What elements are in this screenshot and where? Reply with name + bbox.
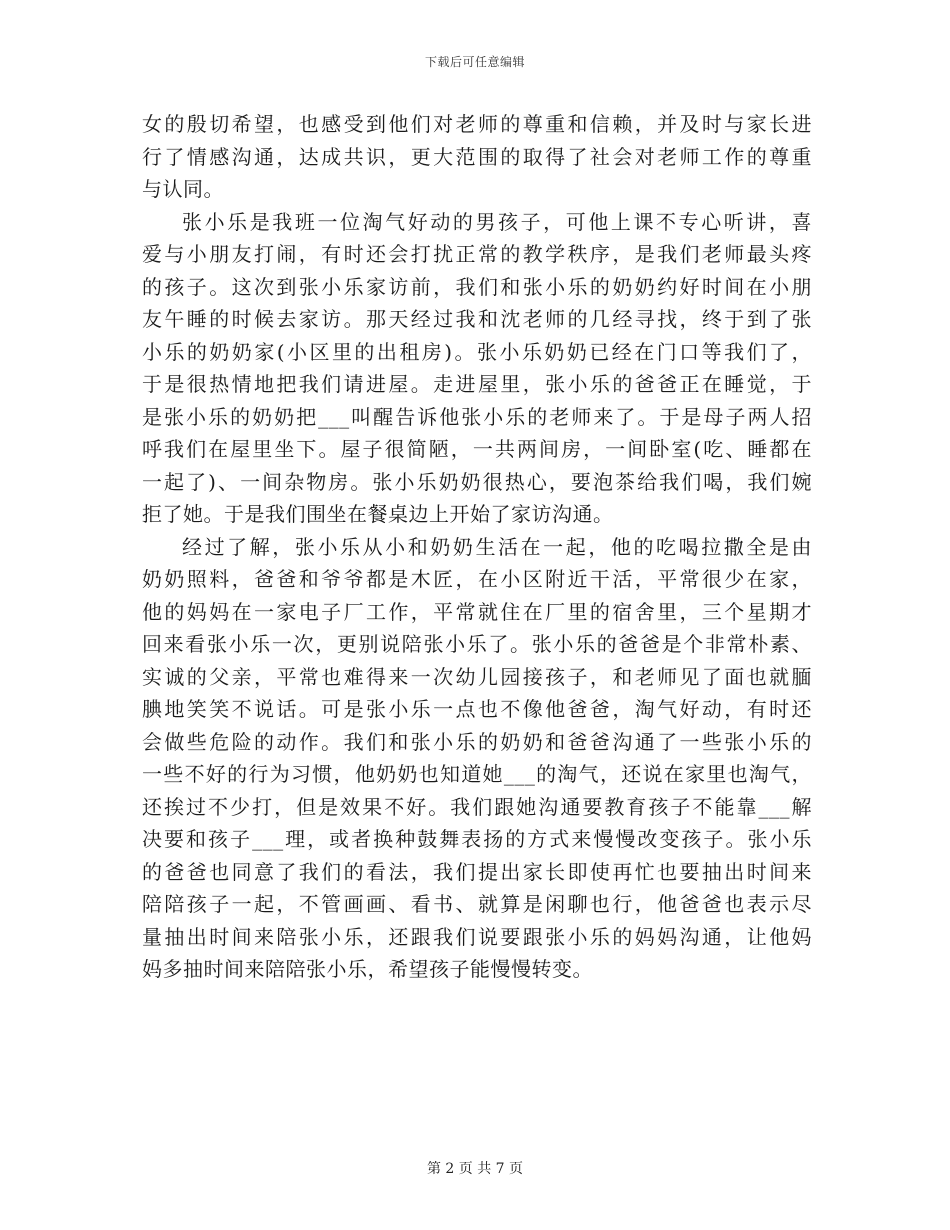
text-line: 于是很热情地把我们请进屋。走进屋里，张小乐的爸爸正在睡觉，于 (142, 372, 812, 396)
text-line: 决要和孩子___理，或者换种鼓舞表扬的方式来慢慢改变孩子。张小乐 (142, 827, 812, 851)
text-line: 妈多抽时间来陪陪张小乐，希望孩子能慢慢转变。 (142, 957, 593, 981)
text-line: 拒了她。于是我们围坐在餐桌边上开始了家访沟通。 (142, 502, 614, 526)
text-line: 实诚的父亲，平常也难得来一次幼儿园接孩子，和老师见了面也就腼 (142, 664, 812, 689)
text-line: 呼我们在屋里坐下。屋子很简陋，一共两间房，一间卧室(吃、睡都在 (142, 437, 812, 461)
text-line: 的爸爸也同意了我们的看法，我们提出家长即使再忙也要抽出时间来 (142, 859, 812, 884)
text-line: 回来看张小乐一次，更别说陪张小乐了。张小乐的爸爸是个非常朴素、 (142, 632, 812, 656)
document-body (142, 108, 812, 986)
text-line: 奶奶照料，爸爸和爷爷都是木匠，在小区附近干活，平常很少在家， (142, 567, 812, 591)
text-line: 的孩子。这次到张小乐家访前，我们和张小乐的奶奶约好时间在小朋 (142, 274, 812, 299)
text-line: 女的殷切希望，也感受到他们对老师的尊重和信赖，并及时与家长进 (142, 112, 812, 136)
text-line: 小乐的奶奶家(小区里的出租房)。张小乐奶奶已经在门口等我们了， (142, 339, 812, 364)
text-line: 量抽出时间来陪张小乐，还跟我们说要跟张小乐的妈妈沟通，让他妈 (142, 924, 812, 949)
text-line: 是张小乐的奶奶把___叫醒告诉他张小乐的老师来了。于是母子两人招 (142, 404, 812, 429)
text-line: 陪陪孩子一起，不管画画、看书、就算是闲聊也行，他爸爸也表示尽 (142, 892, 812, 916)
paragraph (142, 108, 812, 206)
paragraph (142, 206, 812, 531)
text-line: 他的妈妈在一家电子厂工作，平常就住在厂里的宿舍里，三个星期才 (142, 599, 812, 624)
text-line: 经过了解，张小乐从小和奶奶生活在一起，他的吃喝拉撒全是由 (182, 534, 812, 559)
text-line: 与认同。 (142, 177, 224, 201)
text-line: 一些不好的行为习惯，他奶奶也知道她___的淘气，还说在家里也淘气， (142, 762, 812, 786)
paragraph (142, 531, 812, 986)
page-footer-pagination: 第 2 页 共 7 页 (426, 1161, 524, 1177)
text-line: 还挨过不少打，但是效果不好。我们跟她沟通要教育孩子不能靠___解 (142, 794, 812, 819)
text-line: 爱与小朋友打闹，有时还会打扰正常的教学秩序，是我们老师最头疼 (142, 242, 812, 266)
text-line: 腆地笑笑不说话。可是张小乐一点也不像他爸爸，淘气好动，有时还 (142, 697, 812, 721)
text-line: 张小乐是我班一位淘气好动的男孩子，可他上课不专心听讲，喜 (182, 209, 812, 234)
text-line: 一起了)、一间杂物房。张小乐奶奶很热心，要泡茶给我们喝，我们婉 (142, 469, 812, 494)
page-header-note: 下载后可任意编辑 (424, 55, 525, 69)
text-line: 会做些危险的动作。我们和张小乐的奶奶和爸爸沟通了一些张小乐的 (142, 729, 812, 754)
text-line: 行了情感沟通，达成共识，更大范围的取得了社会对老师工作的尊重 (142, 144, 812, 169)
text-line: 友午睡的时候去家访。那天经过我和沈老师的几经寻找，终于到了张 (142, 307, 812, 331)
